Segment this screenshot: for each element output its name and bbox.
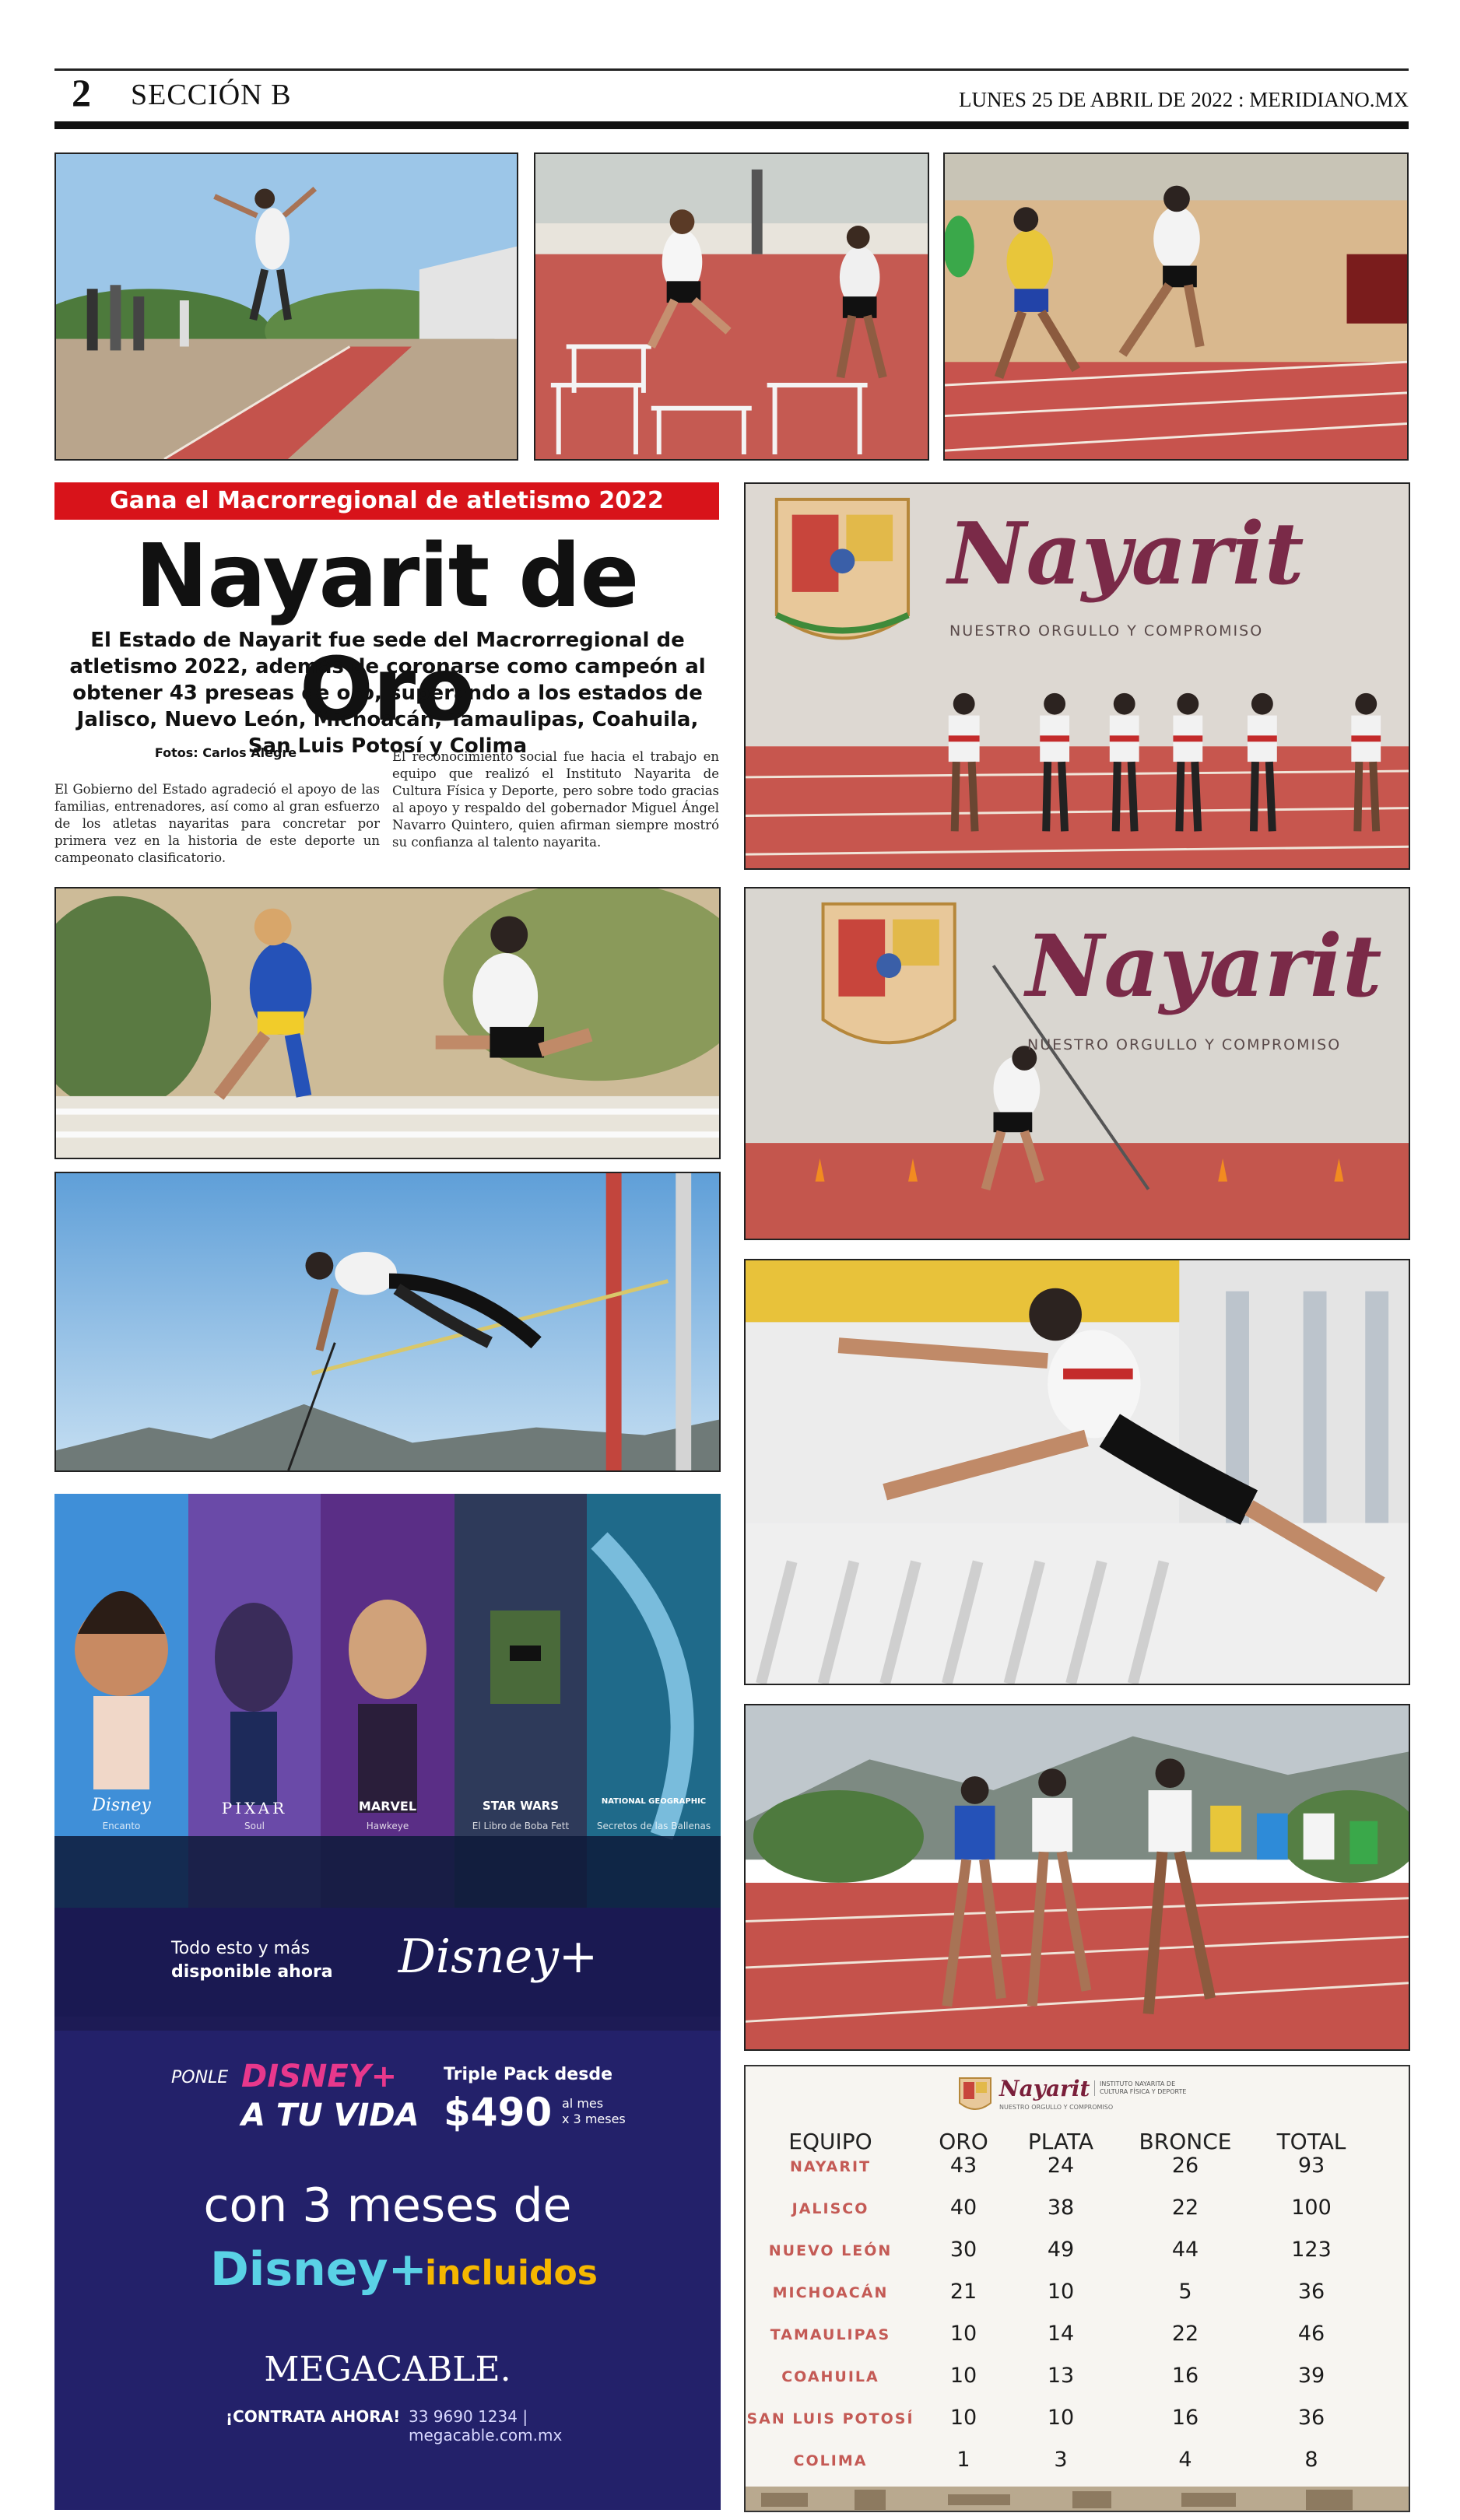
ad-phone-web[interactable]: 33 9690 1234 | megacable.com.mx	[409, 2407, 563, 2445]
plata-cell: 14	[1047, 2322, 1075, 2346]
oro-cell: 1	[956, 2448, 970, 2472]
bronce-cell: 4	[1178, 2448, 1192, 2472]
ad-tagline-1: Todo esto y más	[171, 1939, 311, 1958]
medal-table-logo-brand: Nayarit	[999, 2076, 1090, 2101]
tile-brand-natgeo: NATIONAL GEOGRAPHIC	[601, 1797, 707, 1806]
photo-hurdles-women	[534, 152, 929, 461]
oro-cell: 10	[949, 2322, 977, 2346]
total-cell: 36	[1297, 2280, 1325, 2304]
team-cell: TAMAULIPAS	[770, 2326, 891, 2343]
tile-title-hawkeye: Hawkeye	[366, 1821, 409, 1831]
wall-sign-brand-2: Nayarit	[1026, 916, 1382, 1016]
wall-sign-motto: NUESTRO ORGULLO Y COMPROMISO	[949, 622, 1264, 640]
table-row	[746, 2196, 1410, 2236]
bronce-cell: 16	[1171, 2406, 1199, 2430]
total-cell: 36	[1297, 2406, 1325, 2430]
oro-cell: 30	[949, 2238, 977, 2262]
tile-title-boba-fett: El Libro de Boba Fett	[472, 1821, 570, 1831]
medal-table-institute: INSTITUTO NAYARITA DE CULTURA FÍSICA Y DEPORTE	[1094, 2080, 1188, 2096]
disney-plus-ad[interactable]	[54, 1494, 721, 2510]
bronce-cell: 22	[1171, 2196, 1199, 2220]
header-rule-thick	[54, 121, 1409, 129]
table-row	[746, 2448, 1410, 2488]
plata-cell: 13	[1047, 2364, 1075, 2388]
bronce-cell: 44	[1171, 2238, 1199, 2262]
plata-cell: 10	[1047, 2280, 1075, 2304]
team-cell: NAYARIT	[789, 2158, 872, 2175]
tile-title-soul: Soul	[244, 1821, 265, 1831]
plata-cell: 10	[1047, 2406, 1075, 2430]
team-cell: COAHUILA	[781, 2368, 879, 2385]
team-cell: SAN LUIS POTOSÍ	[746, 2410, 914, 2427]
photo-pole-vault	[54, 1172, 721, 1472]
ad-price: $490	[444, 2090, 553, 2135]
total-cell: 93	[1297, 2154, 1325, 2178]
total-cell: 39	[1297, 2364, 1325, 2388]
table-row	[746, 2280, 1410, 2320]
medal-table-logo	[957, 2073, 1191, 2119]
table-row	[746, 2364, 1410, 2404]
header-rule-thin	[54, 68, 1409, 71]
team-cell: COLIMA	[793, 2452, 868, 2469]
ad-con-3-meses: con 3 meses de	[203, 2178, 572, 2233]
photo-running-race	[744, 1704, 1410, 2051]
wall-sign-brand: Nayarit	[948, 503, 1304, 604]
column-header-equipo: EQUIPO	[788, 2129, 872, 2154]
photo-javelin	[744, 887, 1410, 1240]
ad-offer-panel	[54, 2031, 721, 2510]
total-cell: 8	[1304, 2448, 1318, 2472]
ad-ponle-brand: DISNEY+	[241, 2059, 398, 2094]
tile-brand-pixar: PIXAR	[221, 1799, 288, 1817]
team-cell: JALISCO	[791, 2200, 869, 2217]
total-cell: 123	[1291, 2238, 1332, 2262]
oro-cell: 10	[949, 2364, 977, 2388]
bronce-cell: 5	[1178, 2280, 1192, 2304]
medal-table-logo-motto: NUESTRO ORGULLO Y COMPROMISO	[999, 2104, 1114, 2111]
section-label: SECCIÓN B	[131, 79, 292, 111]
oro-cell: 43	[949, 2154, 977, 2178]
photo-hurdles-duo	[54, 887, 721, 1159]
table-footer-pattern	[746, 2487, 1410, 2512]
tile-title-ballenas: Secretos de las Ballenas	[596, 1821, 711, 1831]
tile-brand-marvel: MARVEL	[358, 1799, 417, 1814]
table-row	[746, 2322, 1410, 2362]
column-header-oro: ORO	[939, 2129, 988, 2154]
tile-brand-star-wars: STAR WARS	[482, 1799, 560, 1813]
plata-cell: 3	[1054, 2448, 1068, 2472]
table-row	[746, 2406, 1410, 2446]
ad-tagline-band	[54, 1908, 721, 2017]
ad-contrata-ahora[interactable]: ¡CONTRATA AHORA!	[226, 2407, 401, 2426]
photo-hurdler-leap	[744, 1259, 1410, 1685]
ad-tagline-2: disponible ahora	[171, 1962, 333, 1982]
oro-cell: 21	[949, 2280, 977, 2304]
wall-sign-motto-2: NUESTRO ORGULLO Y COMPROMISO	[1027, 1036, 1342, 1053]
plata-cell: 49	[1047, 2238, 1075, 2262]
ad-disney-incl: Disney+	[210, 2242, 427, 2297]
article-body-column-2: El reconocimiento social fue hacia el trabajo en equipo que realizó el Instituto Nayarita de Cultura Física y Deporte, pero sobre todo gracias al apoyo y respaldo del gobernador Miguel Ángel Navarro Quintero, quien afirman siempre mostró su confianza al talento nayarita.	[392, 749, 719, 850]
plata-cell: 38	[1047, 2196, 1075, 2220]
tile-brand-disney: Disney	[92, 1796, 151, 1815]
nayarit-crest-icon	[957, 2076, 993, 2115]
ad-ponle: PONLE	[171, 2068, 229, 2087]
total-cell: 46	[1297, 2322, 1325, 2346]
bronce-cell: 22	[1171, 2322, 1199, 2346]
bronce-cell: 26	[1171, 2154, 1199, 2178]
article-body-column-1: El Gobierno del Estado agradeció el apoyo de las familias, entrenadores, así como al gran esfuerzo de los atletas nayaritas para concretar por primera vez en la historia de este deporte un campeonato clasificatorio.	[54, 782, 380, 865]
table-row	[746, 2238, 1410, 2278]
article-deck: El Estado de Nayarit fue sede del Macrorregional de atletismo 2022, además de coronarse como campeón al obtener 43 preseas de oro, superando a los estados de Jalisco, Nuevo León, Michoacán, Tamaulipas, Coahuila, San Luis Potosí y Colima	[69, 629, 706, 758]
ad-price-note-2: x 3 meses	[562, 2112, 626, 2126]
total-cell: 100	[1291, 2196, 1332, 2220]
article-headline: Nayarit de Oro	[135, 526, 639, 741]
megacable-logo: MEGACABLE.	[264, 2350, 511, 2389]
column-header-total: TOTAL	[1276, 2129, 1346, 2154]
ad-price-note-1: al mes	[562, 2096, 604, 2111]
disney-plus-logo: Disney+	[398, 1929, 598, 1984]
team-cell: NUEVO LEÓN	[768, 2242, 893, 2259]
bronce-cell: 16	[1171, 2364, 1199, 2388]
oro-cell: 40	[949, 2196, 977, 2220]
article-kicker: Gana el Macrorregional de atletismo 2022	[54, 482, 719, 520]
oro-cell: 10	[949, 2406, 977, 2430]
photo-long-jump	[54, 152, 518, 461]
table-row	[746, 2154, 1410, 2194]
ad-a-tu-vida: A TU VIDA	[241, 2098, 419, 2133]
ad-incluidos: incluidos	[425, 2253, 598, 2293]
column-header-bronce: BRONCE	[1139, 2129, 1232, 2154]
page-number: 2	[72, 71, 91, 114]
medal-table	[744, 2065, 1410, 2512]
photo-team-lineup	[744, 482, 1410, 870]
team-cell: MICHOACÁN	[772, 2284, 889, 2301]
ad-triple-pack: Triple Pack desde	[444, 2065, 612, 2084]
dateline: LUNES 25 DE ABRIL DE 2022 : MERIDIANO.MX	[959, 88, 1409, 111]
column-header-plata: PLATA	[1027, 2129, 1094, 2154]
plata-cell: 24	[1047, 2154, 1075, 2178]
photo-credit: Fotos: Carlos Alegre	[154, 745, 297, 760]
photo-sprint-start	[943, 152, 1409, 461]
tile-title-encanto: Encanto	[102, 1821, 141, 1831]
